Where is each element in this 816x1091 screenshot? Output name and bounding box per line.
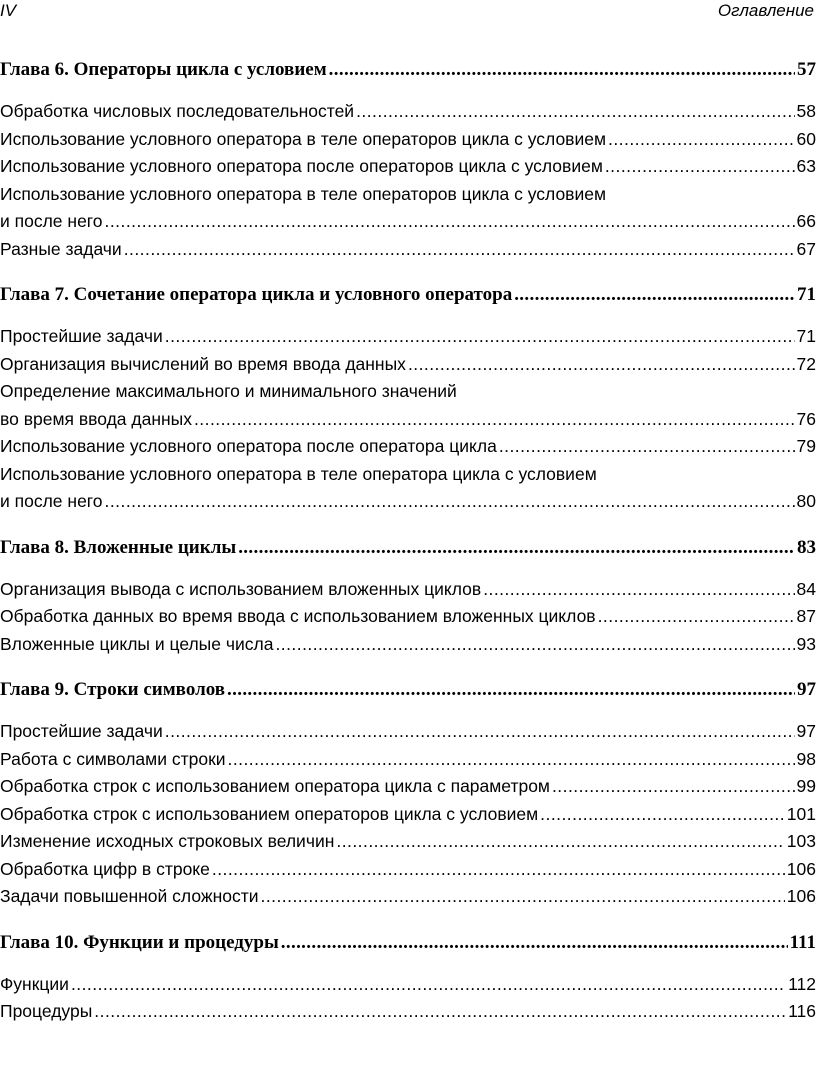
entry-page-number: 80	[796, 491, 816, 511]
entry-row	[0, 828, 816, 856]
toc-entry[interactable]	[0, 883, 816, 911]
entry-page-number: 66	[796, 211, 816, 231]
dot-leader	[165, 718, 795, 746]
entry-title: Обработка цифр в строке	[0, 858, 210, 879]
dot-leader	[329, 56, 795, 84]
chapter-title: Глава 6. Операторы цикла с условием	[0, 59, 327, 80]
entry-page-number: 106	[786, 886, 816, 906]
entry-title: Разные задачи	[0, 238, 122, 259]
toc-entry[interactable]	[0, 323, 816, 351]
entry-row	[0, 998, 816, 1026]
toc-entry[interactable]	[0, 603, 816, 631]
dot-leader	[598, 603, 795, 631]
entry-row	[0, 883, 816, 911]
entry-title: Процедуры	[0, 1001, 93, 1021]
toc-entry[interactable]	[0, 181, 816, 236]
dot-leader	[71, 971, 786, 999]
entry-title: Задачи повышенной сложности	[0, 886, 259, 906]
entry-page-number: 97	[796, 721, 816, 741]
toc-entry[interactable]	[0, 351, 816, 379]
entry-title: и после него	[0, 491, 103, 511]
entry-title: Простейшие задачи	[0, 326, 163, 346]
entry-title: Организация вывода с использованием вложенных циклов	[0, 578, 482, 599]
toc-entry[interactable]	[0, 971, 816, 999]
entry-row	[0, 631, 816, 659]
entry-title: Обработка числовых последовательностей	[0, 101, 355, 121]
dot-leader	[408, 351, 795, 379]
toc-entry[interactable]	[0, 801, 816, 829]
toc-entry[interactable]	[0, 461, 816, 516]
entry-title: Использование условного оператора в теле операторов цикла с условием	[0, 128, 607, 149]
dot-leader	[483, 576, 794, 604]
chapter-heading[interactable]	[0, 56, 816, 84]
entry-page-number: 60	[796, 128, 816, 149]
entry-page-number: 103	[786, 831, 816, 851]
toc-chapter	[0, 56, 816, 263]
dot-leader	[238, 534, 795, 562]
entry-page-number: 58	[796, 101, 816, 121]
entry-page-number: 87	[796, 606, 816, 626]
entry-page-number: 93	[796, 633, 816, 654]
chapter-title: Глава 8. Вложенные циклы	[0, 536, 237, 558]
toc-entry[interactable]	[0, 236, 816, 264]
dot-leader	[499, 433, 795, 461]
entry-title: Обработка данных во время ввода с использованием вложенных циклов	[0, 606, 596, 626]
toc-entry[interactable]	[0, 773, 816, 801]
entry-title: Функции	[0, 973, 69, 994]
dot-leader	[540, 801, 785, 829]
chapter-page-number: 97	[797, 679, 816, 700]
entry-page-number: 79	[796, 436, 816, 456]
chapter-heading[interactable]	[0, 676, 816, 704]
entry-title: во время ввода данных	[0, 408, 192, 429]
entry-title-line1: Использование условного оператора в теле оператора цикла с условием	[0, 463, 597, 484]
toc-chapter	[0, 676, 816, 911]
dot-leader	[261, 883, 785, 911]
entry-page-number: 112	[788, 973, 816, 994]
entry-page-number: 72	[796, 353, 816, 374]
entry-title: Работа с символами строки	[0, 748, 226, 769]
dot-leader	[552, 773, 795, 801]
toc-entry[interactable]	[0, 746, 816, 774]
entry-row	[0, 406, 816, 434]
entry-page-number: 98	[796, 748, 816, 769]
entry-row	[0, 718, 816, 746]
entry-title-line1: Использование условного оператора в теле операторов цикла с условием	[0, 183, 607, 204]
entry-title: Вложенные циклы и целые числа	[0, 633, 274, 654]
entry-row	[0, 236, 816, 264]
chapter-title: Глава 9. Строки символов	[0, 679, 226, 700]
dot-leader	[194, 406, 795, 434]
entry-title: Изменение исходных строковых величин	[0, 831, 335, 851]
toc-entry[interactable]	[0, 718, 816, 746]
entry-title: Обработка строк с использованием оператора цикла с параметром	[0, 776, 550, 796]
entry-row	[0, 801, 816, 829]
entry-page-number: 63	[796, 156, 816, 176]
entry-row	[0, 323, 816, 351]
toc-entry[interactable]	[0, 828, 816, 856]
entry-row	[0, 208, 816, 236]
entry-page-number: 71	[796, 326, 816, 346]
toc-chapter	[0, 281, 816, 516]
dot-leader	[94, 998, 786, 1026]
chapter-page-number: 111	[789, 931, 816, 953]
entry-title-line1: Определение максимального и минимального значений	[0, 381, 457, 401]
entry-row	[0, 433, 816, 461]
dot-leader	[605, 153, 795, 181]
chapter-page-number: 71	[797, 284, 816, 305]
chapter-heading[interactable]	[0, 281, 816, 309]
dot-leader	[281, 929, 788, 957]
dot-leader	[105, 488, 795, 516]
chapter-title: Глава 7. Сочетание оператора цикла и условного оператора	[0, 284, 513, 305]
entry-page-number: 76	[796, 408, 816, 429]
toc-chapter	[0, 534, 816, 659]
toc-entry[interactable]	[0, 576, 816, 604]
entry-page-number: 84	[796, 578, 816, 599]
entry-page-number: 101	[786, 803, 816, 824]
dot-leader	[228, 746, 795, 774]
entry-title: Использование условного оператора после операторов цикла с условием	[0, 156, 603, 176]
dot-leader	[165, 323, 795, 351]
dot-leader	[124, 236, 795, 264]
entry-row	[0, 488, 816, 516]
chapter-title: Глава 10. Функции и процедуры	[0, 931, 279, 953]
chapter-heading[interactable]	[0, 929, 816, 957]
running-header	[0, 0, 816, 24]
entry-page-number: 116	[788, 1001, 816, 1021]
section-title: Оглавление	[717, 1, 814, 20]
page-number-roman: IV	[0, 1, 17, 20]
dot-leader	[514, 281, 795, 309]
entry-row	[0, 576, 816, 604]
entry-page-number: 99	[796, 776, 816, 796]
entry-row	[0, 746, 816, 774]
toc-entry[interactable]	[0, 378, 816, 433]
dot-leader	[608, 126, 795, 154]
entry-title: Использование условного оператора после оператора цикла	[0, 436, 497, 456]
toc-entry[interactable]	[0, 631, 816, 659]
toc-entry[interactable]	[0, 856, 816, 884]
entry-title: Обработка строк с использованием операторов цикла с условием	[0, 803, 539, 824]
toc-entry[interactable]	[0, 153, 816, 181]
entry-row	[0, 971, 816, 999]
dot-leader	[336, 828, 784, 856]
dot-leader	[356, 98, 794, 126]
table-of-contents	[0, 56, 816, 1044]
chapter-page-number: 83	[797, 536, 816, 558]
entry-page-number: 67	[796, 238, 816, 259]
toc-entry[interactable]	[0, 998, 816, 1026]
entry-row	[0, 856, 816, 884]
toc-entry[interactable]	[0, 126, 816, 154]
entry-row	[0, 603, 816, 631]
chapter-page-number: 57	[797, 59, 816, 80]
dot-leader	[212, 856, 785, 884]
entry-row	[0, 773, 816, 801]
entry-page-number: 106	[786, 858, 816, 879]
toc-entry[interactable]	[0, 433, 816, 461]
entry-row	[0, 153, 816, 181]
entry-title: и после него	[0, 211, 103, 231]
entry-row	[0, 126, 816, 154]
toc-chapter	[0, 929, 816, 1026]
entry-row	[0, 98, 816, 126]
dot-leader	[275, 631, 794, 659]
entry-title: Организация вычислений во время ввода данных	[0, 353, 406, 374]
toc-entry[interactable]	[0, 98, 816, 126]
chapter-heading[interactable]	[0, 534, 816, 562]
dot-leader	[105, 208, 795, 236]
entry-title: Простейшие задачи	[0, 721, 163, 741]
dot-leader	[227, 676, 795, 704]
entry-row	[0, 351, 816, 379]
